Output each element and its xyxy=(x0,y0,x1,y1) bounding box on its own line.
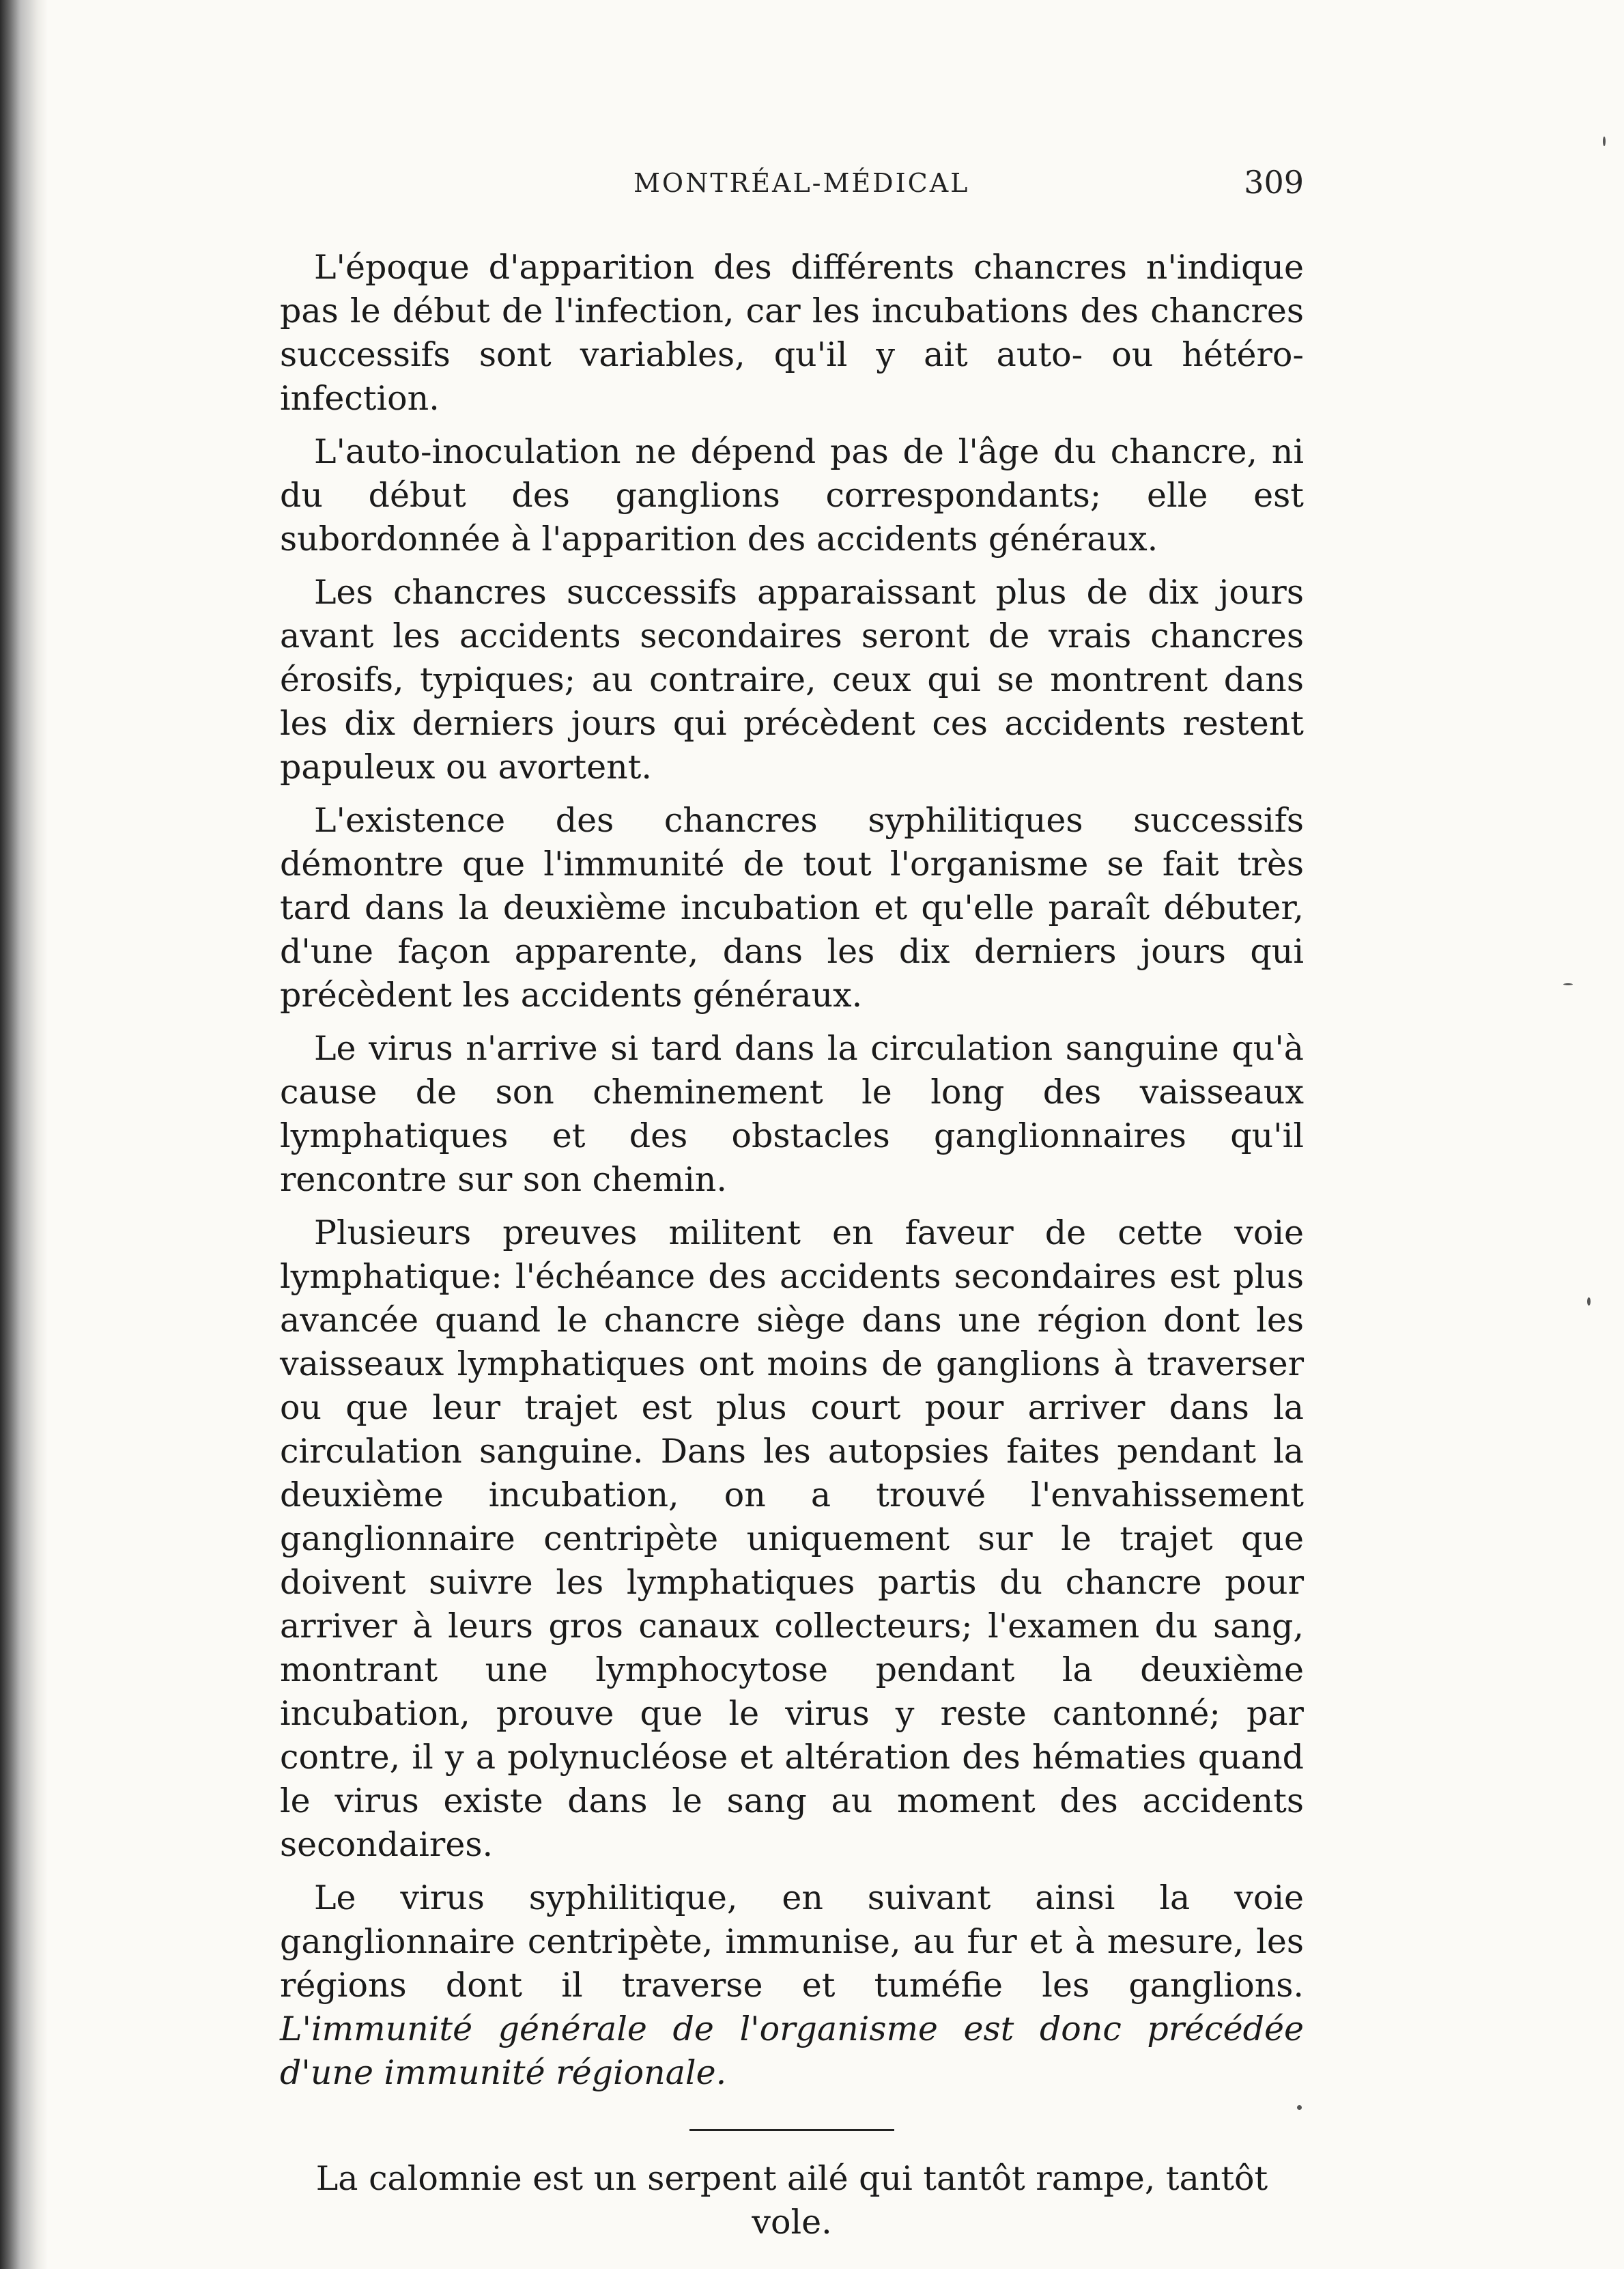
scan-speck xyxy=(1603,137,1606,146)
paragraph-1: L'époque d'apparition des différents chancres n'indique pas le début de l'infection, car les incubations des chancres successifs sont variables, qu'il y ait auto- ou hétéro-infection. xyxy=(280,248,1304,418)
paragraph-3: Les chancres successifs apparaissant plus de dix jours avant les accidents secondaires seront de vrais chancres érosifs, typiques; au contraire, ceux qui se montrent dans les dix derniers jours qui précèdent ces accidents restent papuleux ou avortent. xyxy=(280,573,1304,787)
page-binding-edge xyxy=(0,0,48,2269)
paragraph-2: L'auto-inoculation ne dépend pas de l'âge du chancre, ni du début des ganglions correspondants; elle est subordonnée à l'apparition des accidents généraux. xyxy=(280,432,1304,559)
scan-speck xyxy=(1297,2105,1302,2110)
scan-speck xyxy=(1563,983,1573,985)
running-title: MONTRÉAL-MÉDICAL xyxy=(633,168,970,198)
paragraph-7-italic-conclusion: L'immunité générale de l'organisme est donc précédée d'une immunité régionale. xyxy=(280,2010,1304,2092)
paragraph-7-text: Le virus syphilitique, en suivant ainsi la voie ganglionnaire centripète, immunise, au fur et à mesure, les régions dont il traverse et tuméfie les ganglions. xyxy=(280,1878,1304,2005)
epigraph: La calomnie est un serpent ailé qui tantôt rampe, tantôt vole. xyxy=(315,2159,1268,2242)
page-header xyxy=(280,164,1304,209)
paragraph-4: L'existence des chancres syphilitiques successifs démontre que l'immunité de tout l'organisme se fait très tard dans la deuxième incubation et qu'elle paraît débuter, d'une façon apparente, dans les dix derniers jours qui précèdent les accidents généraux. xyxy=(280,801,1304,1015)
article-body xyxy=(280,246,1304,2244)
page-number: 309 xyxy=(1244,164,1304,201)
paragraph-5: Le virus n'arrive si tard dans la circulation sanguine qu'à cause de son cheminement le long des vaisseaux lymphatiques et des obstacles ganglionnaires qu'il rencontre sur son chemin. xyxy=(280,1029,1304,1199)
paragraph-6: Plusieurs preuves militent en faveur de cette voie lymphatique: l'échéance des accidents secondaires est plus avancée quand le chancre siège dans une région dont les vaisseaux lymphatiques ont moins de ganglions à traverser ou que leur trajet est plus court pour arriver dans la circulation sanguine. Dans les autopsies faites pendant la deuxième incubation, on a trouvé l'envahissement ganglionnaire centripète uniquement sur le trajet que doivent suivre les lymphatiques partis du chancre pour arriver à leurs gros canaux collecteurs; l'examen du sang, montrant une lymphocytose pendant la deuxième incubation, prouve que le virus y reste cantonné; par contre, il y a polynucléose et altération des hématies quand le virus existe dans le sang au moment des accidents secondaires. xyxy=(280,1213,1304,1864)
paragraph-7 xyxy=(280,1876,1304,2095)
scan-speck xyxy=(1587,1297,1591,1306)
section-divider xyxy=(689,2129,894,2131)
